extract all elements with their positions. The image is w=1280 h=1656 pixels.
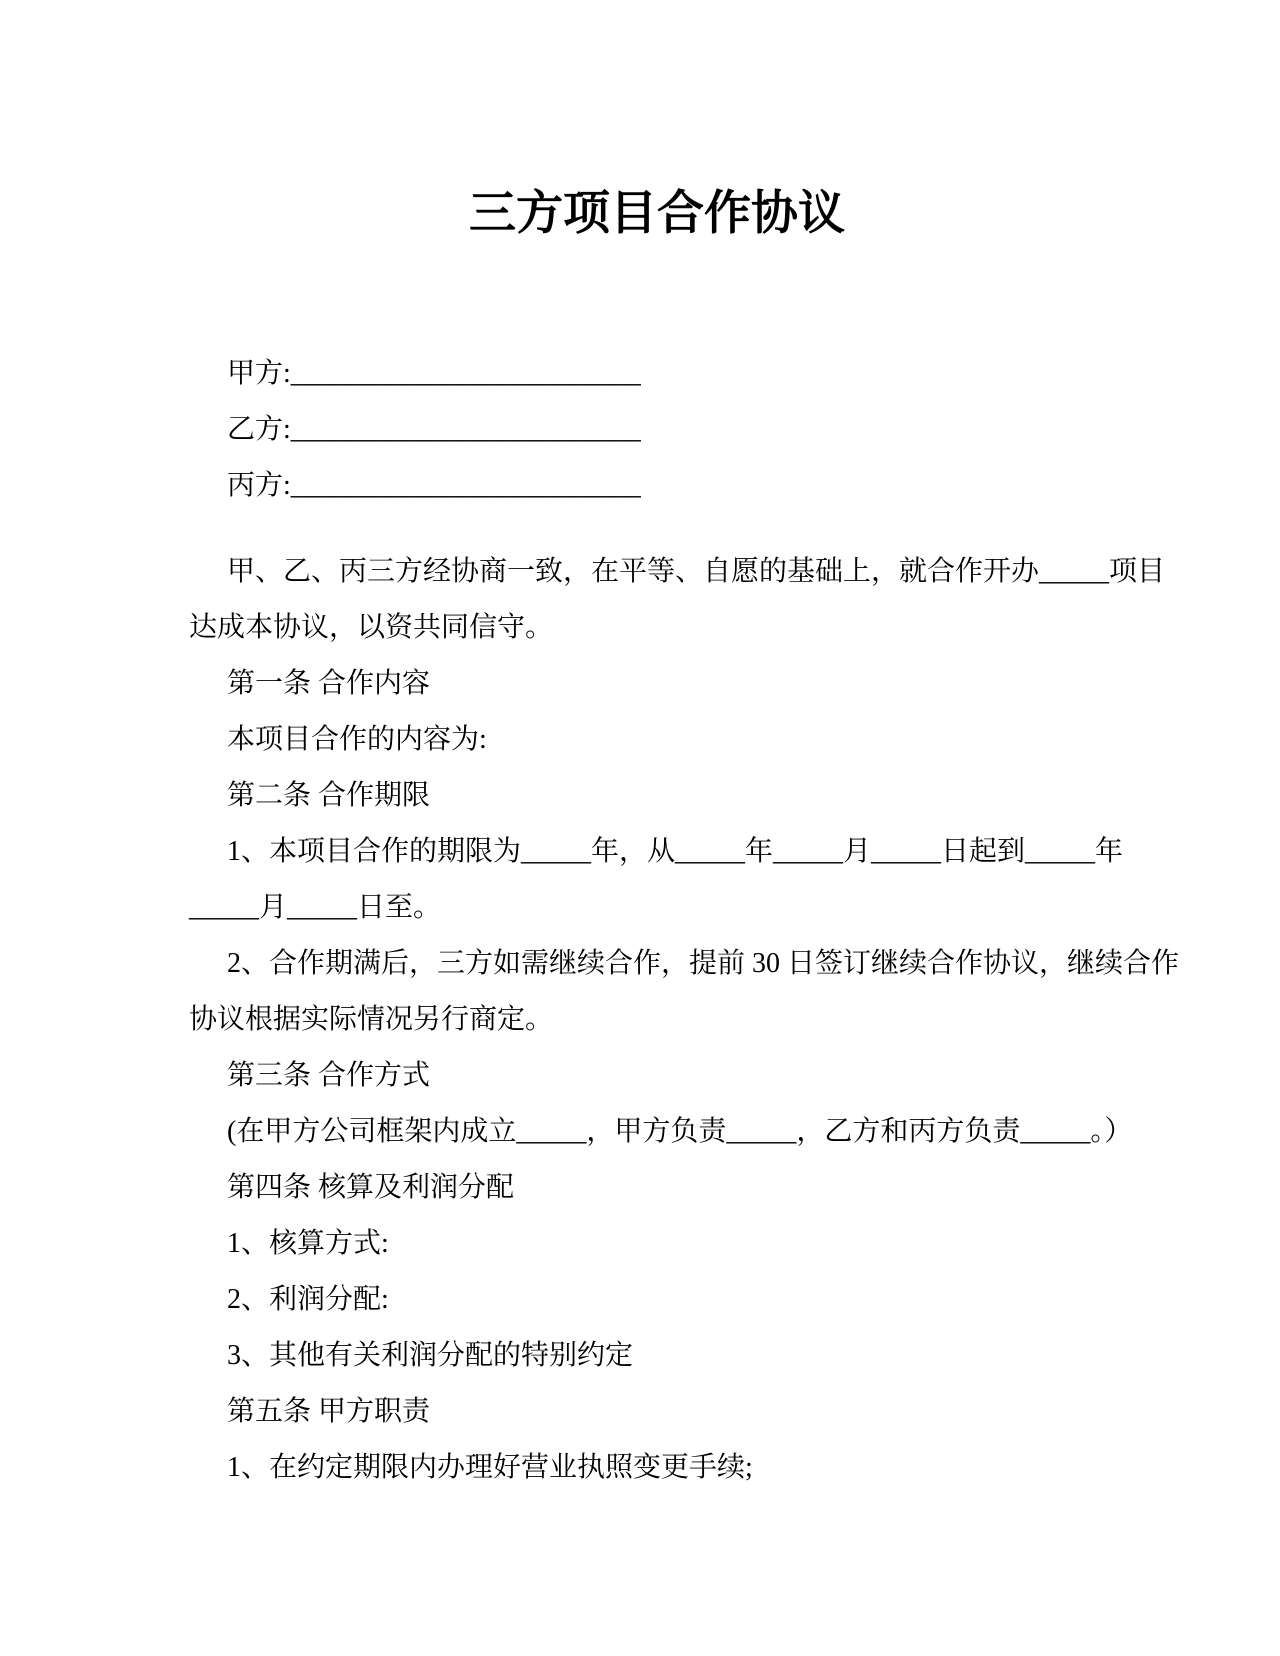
party-label: 乙方: [227,414,291,445]
body-line: 1、在约定期限内办理好营业执照变更手续; [227,1452,753,1483]
party-line-jiafang [189,346,1075,402]
body-line: _____月_____日至。 [189,892,442,923]
party-blank-line: _________________________ [290,470,641,501]
body-line: 1、本项目合作的期限为_____年，从_____年_____月_____日起到_____年 [227,836,1124,867]
party-list [189,346,1075,514]
body-line-clause-3-heading: 第三条 合作方式 [227,1060,431,1091]
body-line: 本项目合作的内容为: [227,724,487,755]
document-content [189,346,1180,1496]
body-line-clause-4-heading: 第四条 核算及利润分配 [227,1172,515,1203]
body-line-clause-5-heading: 第五条 甲方职责 [227,1396,431,1427]
body-line: 2、合作期满后，三方如需继续合作，提前 30 日签订继续合作协议，继续合作 [227,948,1180,979]
body-line: 2、利润分配: [227,1284,389,1315]
party-blank-line: _________________________ [290,414,641,445]
party-line-bingfang [189,458,1075,514]
body-line-clause-1-heading: 第一条 合作内容 [227,668,431,699]
party-blank-line: _________________________ [290,358,641,389]
body-line: 1、核算方式: [227,1228,389,1259]
body-line: (在甲方公司框架内成立_____，甲方负责_____，乙方和丙方负责_____。） [227,1116,1133,1147]
document-title: 三方项目合作协议 [469,188,845,240]
body-line-clause-2-heading: 第二条 合作期限 [227,780,431,811]
party-label: 丙方: [227,470,291,501]
party-label: 甲方: [227,358,291,389]
body-paragraphs [189,544,1180,1496]
body-line: 达成本协议，以资共同信守。 [189,612,554,643]
body-line: 甲、乙、丙三方经协商一致，在平等、自愿的基础上，就合作开办_____项目 [227,556,1166,587]
party-line-yifang [189,402,1075,458]
body-line: 3、其他有关利润分配的特别约定 [227,1340,634,1371]
body-line: 协议根据实际情况另行商定。 [189,1004,554,1035]
